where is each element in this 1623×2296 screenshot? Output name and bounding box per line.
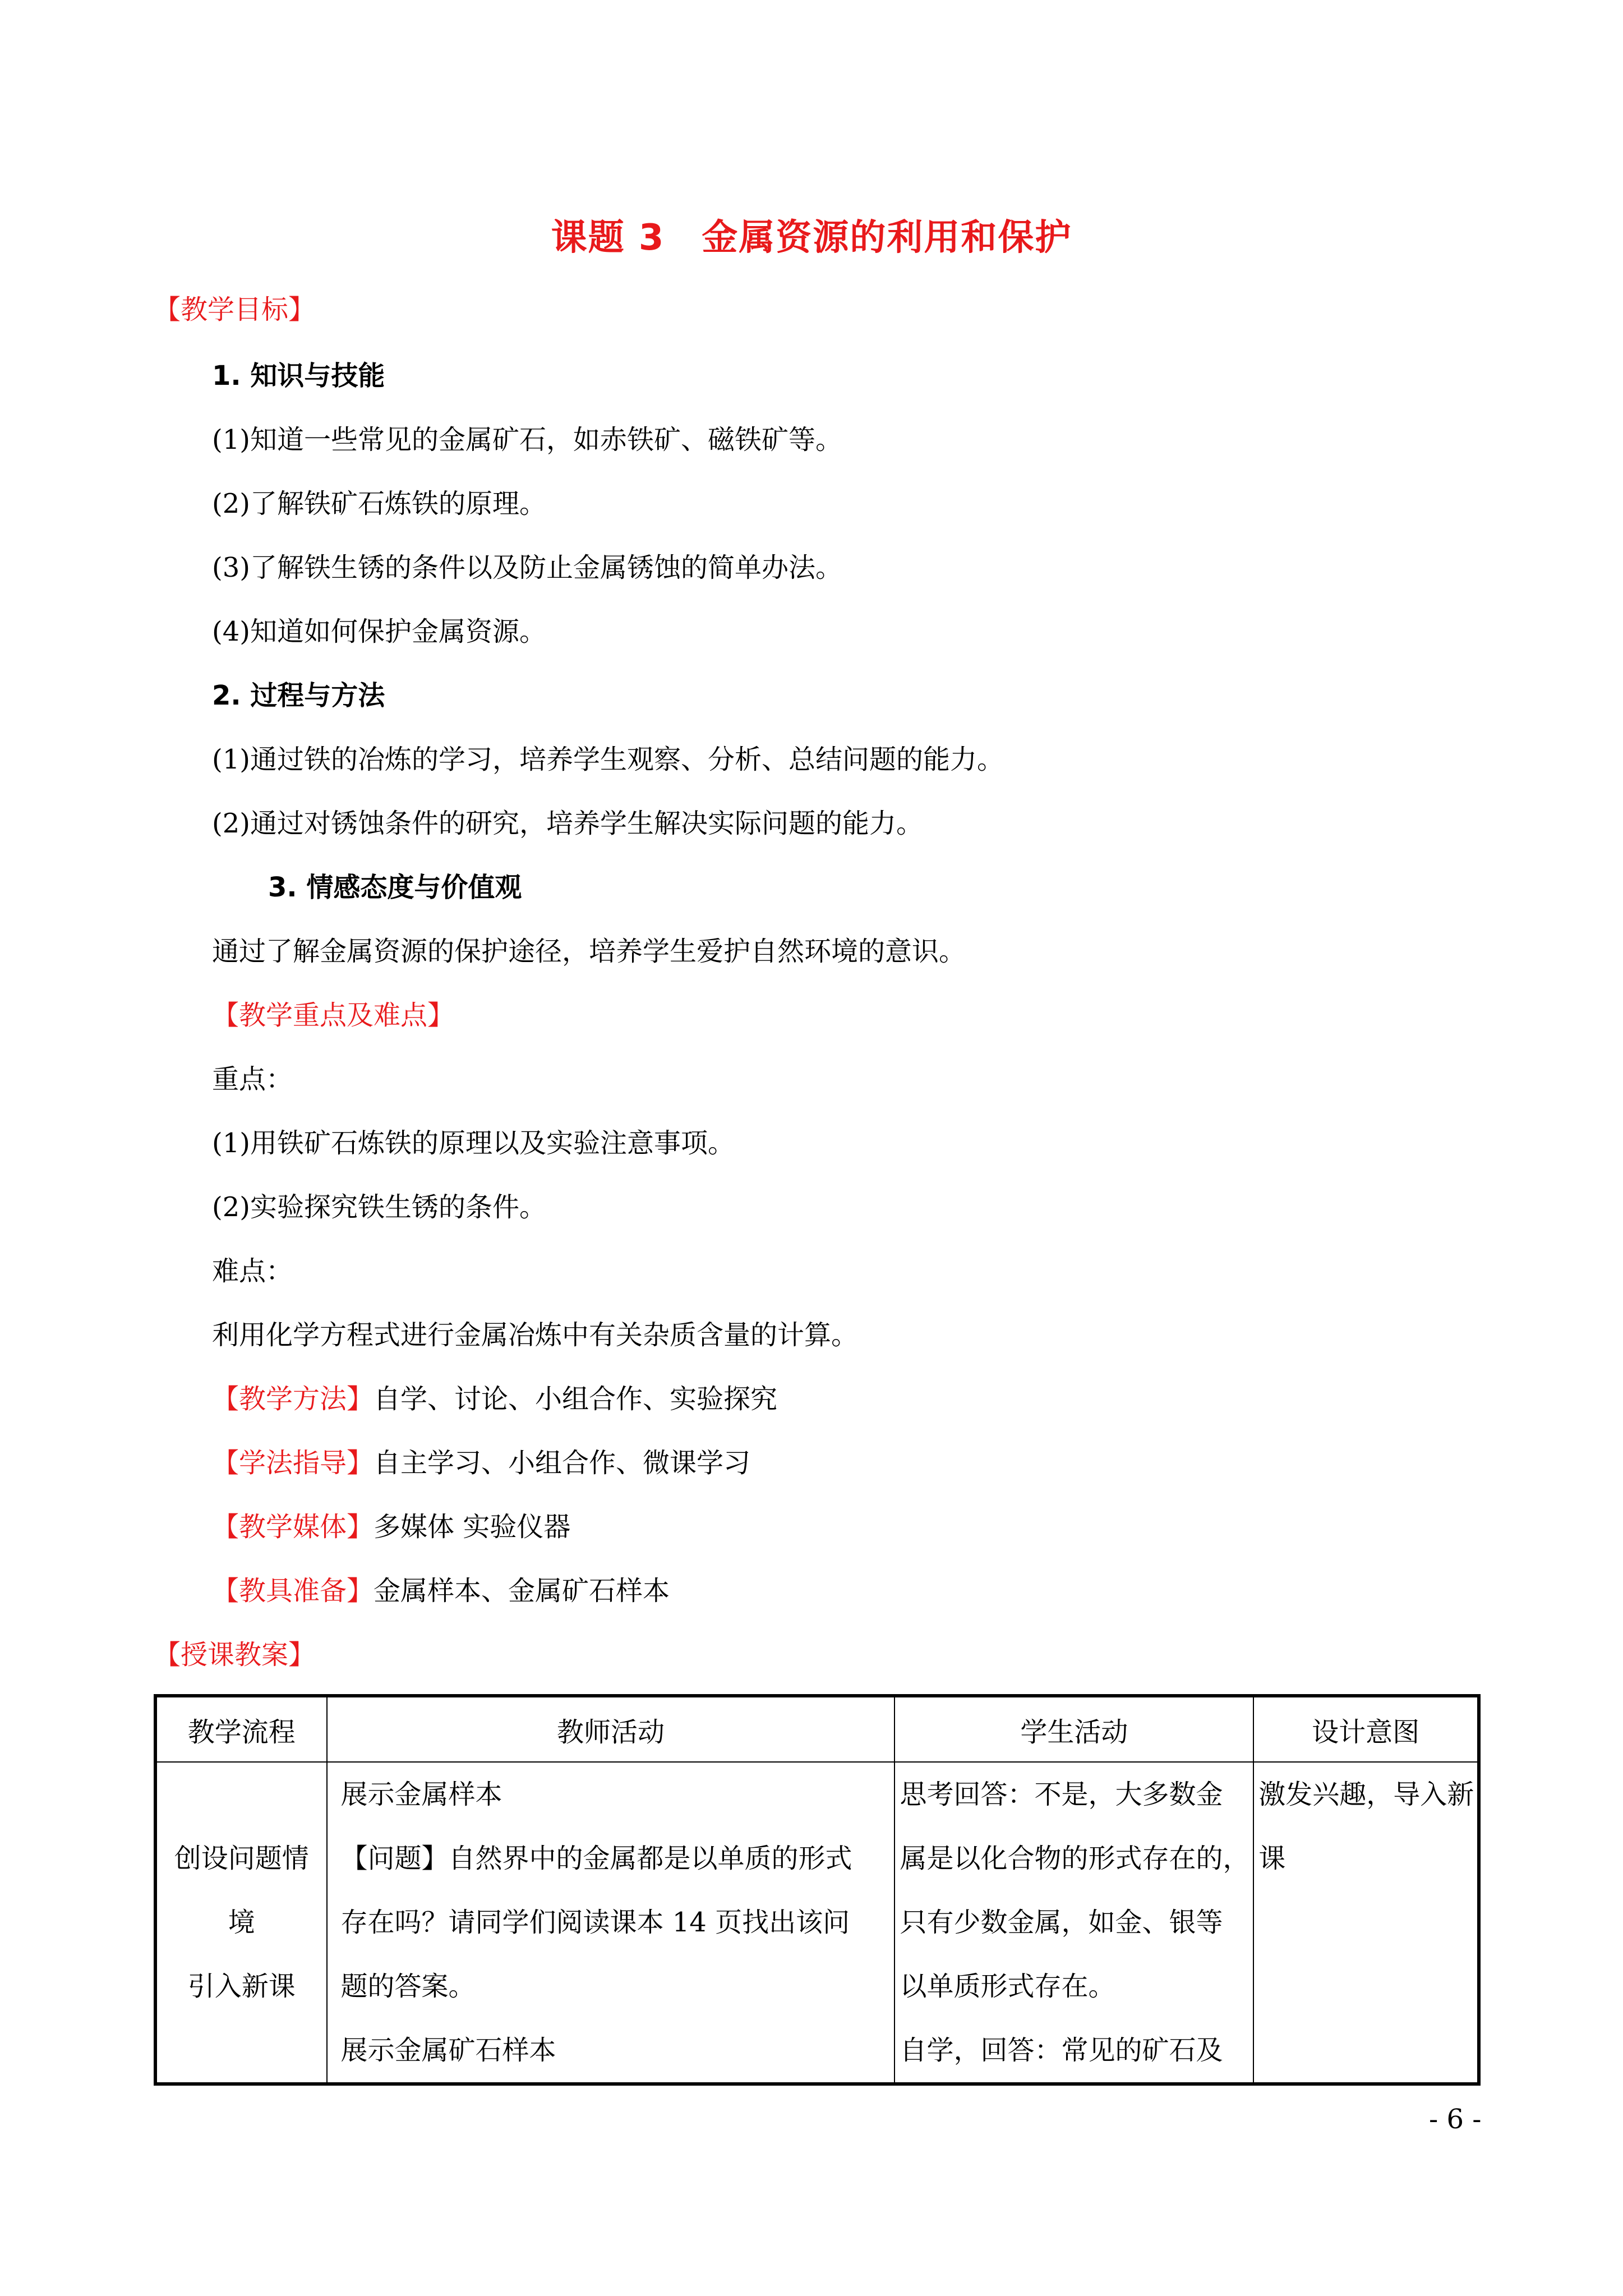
step-line: 境 <box>228 1907 255 1938</box>
teaching-method-label: 【教学方法】 <box>212 1383 374 1415</box>
header-teacher-activity: 教师活动 <box>327 1696 895 1762</box>
intent-line: 激发兴趣，导入新 <box>1258 1779 1474 1810</box>
student-activity-cell <box>895 1762 1253 2084</box>
key-label: 重点： <box>212 1064 293 1095</box>
step-line <box>157 1763 326 1826</box>
study-guidance-label: 【学法指导】 <box>212 1447 374 1479</box>
knowledge-heading: 1. 知识与技能 <box>212 360 385 392</box>
intent-line <box>1258 1954 1477 2018</box>
student-line: 属是以化合物的形式存在的， <box>900 1843 1250 1874</box>
objectives-heading: 【教学目标】 <box>154 294 316 325</box>
student-line: 只有少数金属，如金、银等 <box>900 1907 1223 1938</box>
knowledge-item: (3)了解铁生锈的条件以及防止金属锈蚀的简单办法。 <box>212 552 842 583</box>
difficulty-label: 难点： <box>212 1255 293 1287</box>
key-item: (1)用铁矿石炼铁的原理以及实验注意事项。 <box>212 1128 735 1159</box>
teaching-tools-text: 金属样本、金属矿石样本 <box>374 1575 670 1607</box>
table-row <box>155 1762 1479 2084</box>
knowledge-item: (2)了解铁矿石炼铁的原理。 <box>212 488 546 519</box>
student-line: 自学，回答：常见的矿石及 <box>900 2035 1223 2066</box>
study-guidance <box>212 1445 750 1481</box>
table-header-row <box>155 1696 1479 1762</box>
process-heading: 2. 过程与方法 <box>212 680 385 711</box>
key-item: (2)实验探究铁生锈的条件。 <box>212 1191 546 1223</box>
teaching-method-text: 自学、讨论、小组合作、实验探究 <box>374 1383 778 1415</box>
teacher-line: 【问题】自然界中的金属都是以单质的形式 <box>340 1843 852 1874</box>
teacher-line: 存在吗？请同学们阅读课本 14 页找出该问 <box>340 1907 850 1938</box>
teaching-tools-label: 【教具准备】 <box>212 1575 374 1607</box>
key-points-heading: 【教学重点及难点】 <box>212 1000 455 1031</box>
intent-line: 课 <box>1258 1843 1286 1874</box>
page-title: 课题 3 金属资源的利用和保护 <box>551 217 1072 259</box>
header-student-activity: 学生活动 <box>895 1696 1253 1762</box>
process-item: (2)通过对锈蚀条件的研究，培养学生解决实际问题的能力。 <box>212 808 923 839</box>
teaching-method <box>212 1381 777 1417</box>
attitude-heading: 3. 情感态度与价值观 <box>268 872 522 903</box>
process-item: (1)通过铁的冶炼的学习，培养学生观察、分析、总结问题的能力。 <box>212 744 1004 775</box>
page-number: - 6 - <box>1429 2104 1482 2135</box>
knowledge-item: (1)知道一些常见的金属矿石，如赤铁矿、磁铁矿等。 <box>212 424 842 455</box>
teaching-media-label: 【教学媒体】 <box>212 1511 374 1543</box>
teacher-line: 题的答案。 <box>340 1971 476 2002</box>
difficulty-text: 利用化学方程式进行金属冶炼中有关杂质含量的计算。 <box>212 1319 859 1351</box>
teaching-tools <box>212 1573 670 1609</box>
attitude-text: 通过了解金属资源的保护途径，培养学生爱护自然环境的意识。 <box>212 936 966 967</box>
lesson-plan-table <box>154 1694 1481 2086</box>
teacher-line: 展示金属样本 <box>340 1779 502 1810</box>
step-line: 创设问题情 <box>174 1843 309 1874</box>
student-line: 以单质形式存在。 <box>900 1971 1115 2002</box>
teaching-media-text: 多媒体 实验仪器 <box>374 1511 571 1543</box>
design-intent-cell <box>1253 1762 1479 2084</box>
knowledge-item: (4)知道如何保护金属资源。 <box>212 616 546 647</box>
lesson-plan-heading: 【授课教案】 <box>154 1639 316 1671</box>
intent-line <box>1258 2018 1477 2082</box>
step-cell <box>155 1762 327 2084</box>
student-line: 思考回答：不是，大多数金 <box>900 1779 1223 1810</box>
header-step: 教学流程 <box>155 1696 327 1762</box>
study-guidance-text: 自主学习、小组合作、微课学习 <box>374 1447 751 1479</box>
step-line <box>157 2018 326 2082</box>
intent-line <box>1258 1890 1477 1954</box>
teacher-line: 展示金属矿石样本 <box>340 2035 556 2066</box>
step-line: 引入新课 <box>187 1971 296 2002</box>
teacher-activity-cell <box>327 1762 895 2084</box>
header-design-intent: 设计意图 <box>1253 1696 1479 1762</box>
teaching-media <box>212 1509 570 1545</box>
